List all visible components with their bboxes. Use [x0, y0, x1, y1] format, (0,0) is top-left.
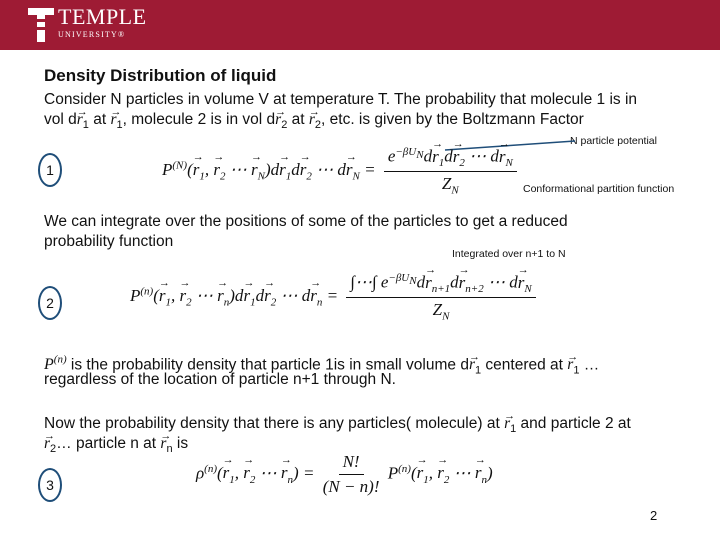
- annotation-n-particle-potential: N particle potential: [570, 135, 657, 147]
- annotation-integrated: Integrated over n+1 to N: [452, 248, 566, 260]
- reduce-line-1: We can integrate over the positions of some of the particles to get a reduced: [44, 213, 568, 230]
- density-line-2: → $r_2\dots$ particle n at → $r_n$ is: [44, 434, 188, 459]
- equation-2: $P^{(n)}(\to r_1$, → $r_2$ ⋯ → $r_n)d\to r_1d\to r_2$ ⋯ $d\to r_n$ = $\frac{\int\cdots\int e^{-\beta U_N}d\to r_{n+1}d\to r_{n+2} \cdots d\to r_N}{Z_N}$: [130, 272, 540, 322]
- university-name: TEMPLE: [58, 4, 147, 29]
- page-number: 2: [650, 508, 658, 523]
- annotation-partition-function: Conformational partition function: [523, 183, 675, 195]
- intro-line-2: vol $d\to r_1$ at → $r_1$, molecule 2 is in vol $d\to r_2$ at → $r_2$, etc. is given by the Boltzmann Factor: [44, 110, 584, 135]
- equation-number-3: 3: [38, 468, 62, 502]
- pn-line-2: regardless of the location of particle n+1 through N.: [44, 371, 396, 388]
- equation-number-2: 2: [38, 286, 62, 320]
- reduce-line-2: probability function: [44, 233, 174, 250]
- density-line-1: Now the probability density that there is any particles( molecule) at → $r_1$ and particle 2 at: [44, 414, 631, 439]
- equation-1: $P^{(N)}(\to r_1$, → $r_2$ ⋯ → $r_N)d\to r_1d\to r_2$ ⋯ $d\to r_N$ = $\frac{e^{-\beta U_N}d\to r_1d\to r_2 \cdots d\to r_N}{Z_N}$: [162, 146, 521, 196]
- slide-title: Density Distribution of liquid: [44, 66, 277, 85]
- pn-line-1: $P^{(n)}$ is the probability density that particle 1is in small volume $d\to r_1$ centered at → $r_1$ …: [44, 350, 599, 380]
- university-sub: UNIVERSITY®: [58, 30, 126, 39]
- header-bar: [0, 0, 720, 50]
- equation-number-1: 1: [38, 153, 62, 187]
- equation-3: $\rho^{(n)}(\to r_1$, → $r_2$ ⋯ → $r_n$) = $\frac{N!}{(N - n)!}$ $P^{(n)}(\to r_1$, → $r_2$ ⋯ → $r_n$): [196, 452, 493, 497]
- intro-line-1: Consider N particles in volume V at temperature T. The probability that molecule 1 is in: [44, 91, 638, 108]
